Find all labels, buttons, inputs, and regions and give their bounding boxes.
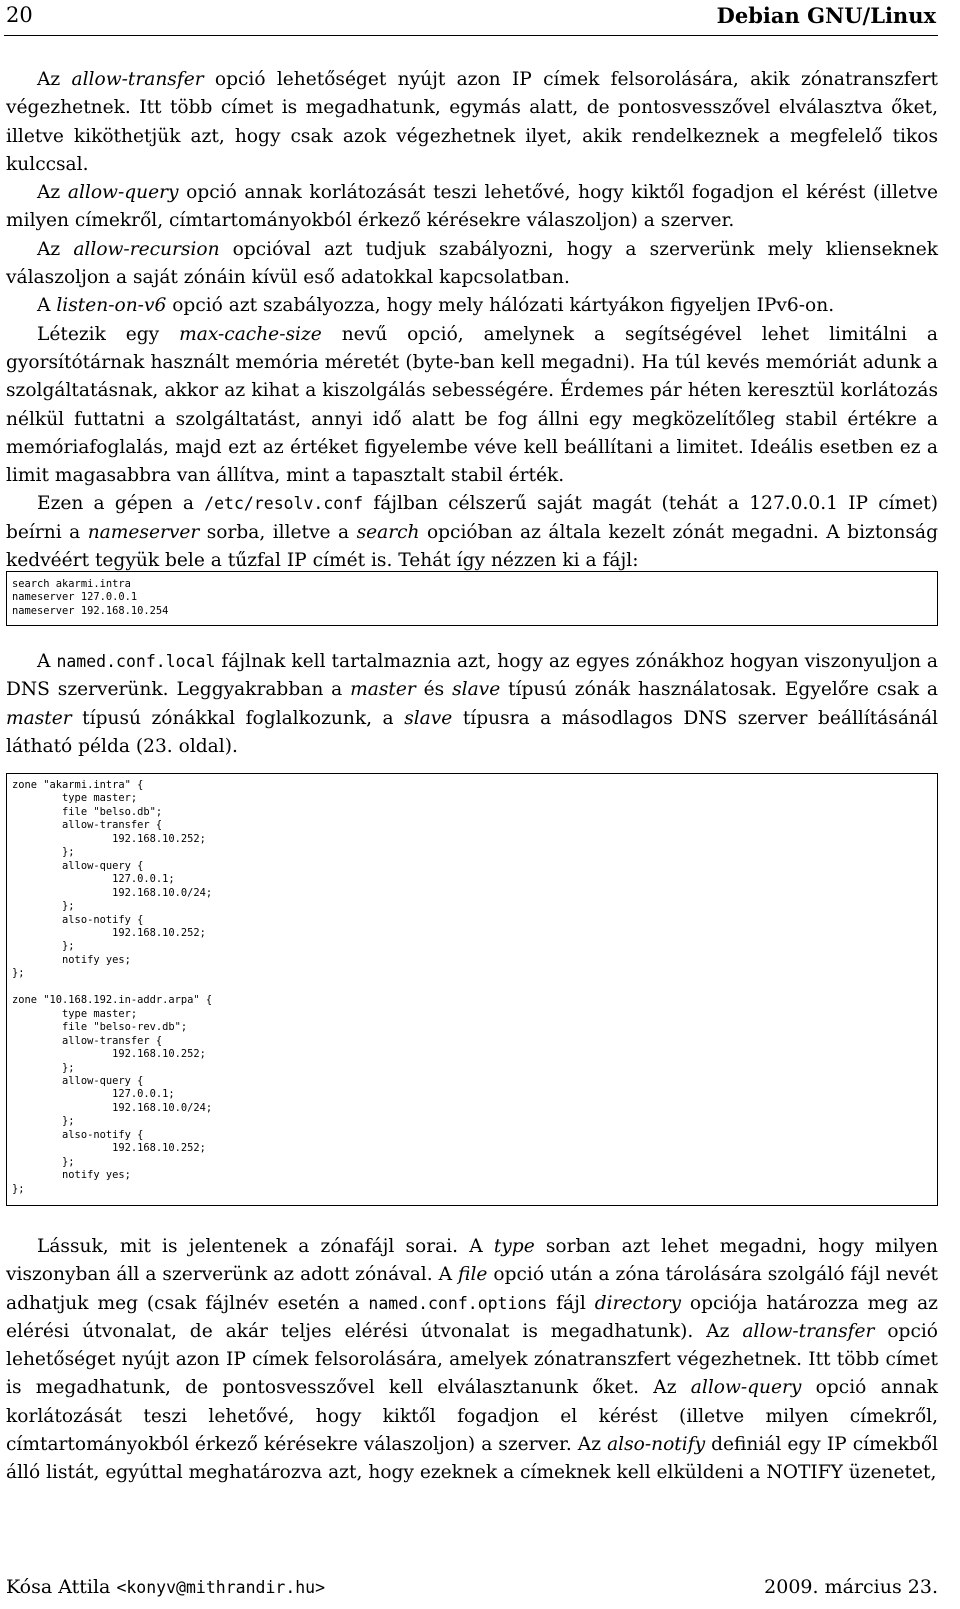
text: definiál egy IP címekből álló listát, egyúttal meghatározva azt, hogy ezeknek a címeknek kell elküldeni a NOTIFY üzenetet, — [6, 1434, 939, 1484]
page-header — [6, 3, 936, 33]
option-name: type — [493, 1236, 535, 1257]
zone-type: master — [350, 679, 416, 701]
text: opció annak korlátozását teszi lehetővé, hogy kiktől fogadjon el kérést (illetve milyen címekről, címtartományokból érkező kérésekre válaszoljon) a szerver. Az — [6, 1377, 938, 1456]
paragraph-max-cache-size — [6, 321, 938, 491]
option-name: allow-transfer — [742, 1320, 875, 1342]
running-title: Debian GNU/Linux — [716, 3, 936, 28]
option-name: allow-transfer — [71, 69, 204, 90]
text: Az — [37, 182, 68, 204]
option-name: allow-query — [67, 182, 179, 204]
text: és — [415, 679, 453, 701]
file-path: named.conf.local — [56, 652, 216, 671]
paragraph-named-conf-local — [6, 648, 938, 761]
footer-date: 2009. március 23. — [764, 1576, 938, 1598]
paragraph-resolv-conf — [6, 490, 938, 575]
header-rule — [4, 35, 938, 36]
text: opció annak korlátozását teszi lehetővé, hogy kiktől fogadjon el kérést (illetve milyen címekről, címtartományokból érkező kérésekre válaszoljon) a szerver. — [6, 182, 939, 232]
text: opció lehetőséget nyújt azon IP címek felsorolására, akik zónatranszfert végezhetnek. Itt több címet is megadhatunk, egymás alatt, de pontosvesszővel elválasztva őket, illetve kiköthetjük azt, hogy csak azok végezhetnek ilyet, akik rendelkeznek a megfelelő tikos kulccsal. — [6, 69, 939, 175]
paragraph-zone-explanation — [6, 1233, 938, 1488]
text-block-middle — [6, 648, 938, 761]
option-name: also-notify — [607, 1434, 706, 1456]
file-path: /etc/resolv.conf — [204, 494, 364, 514]
option-name: listen-on-v6 — [56, 295, 167, 317]
option-name: directory — [594, 1292, 681, 1314]
author-email: <konyv@mithrandir.hu> — [116, 1578, 326, 1597]
zone-type: slave — [452, 679, 501, 701]
page-number: 20 — [6, 3, 33, 27]
text: Az — [37, 238, 74, 260]
option-name: allow-recursion — [73, 238, 220, 260]
text: opciója határozza meg az elérési útvonalat, de akár teljes elérési útvonalat is megadhatunk). Az — [6, 1292, 938, 1342]
text: sorba, illetve a — [199, 521, 357, 543]
text: sorban azt lehet megadni, hogy milyen viszonyban áll a szerverünk az adott zónával. A — [6, 1236, 939, 1286]
zone-type: slave — [404, 707, 453, 729]
author-name: Kósa Attila — [6, 1576, 111, 1598]
paragraph-listen-on-v6 — [6, 292, 938, 320]
footer-author — [6, 1576, 325, 1598]
paragraph-allow-transfer — [6, 66, 938, 179]
option-name: max-cache-size — [179, 323, 322, 345]
text: opció után a zóna tárolására szolgáló fájl nevét adhatjuk meg (csak fájlnév esetén a — [6, 1264, 938, 1314]
text: Az — [37, 69, 72, 90]
text: típusra a másodlagos DNS szerver beállításánál látható példa (23. oldal). — [6, 707, 939, 757]
code-block-resolv-conf: search akarmi.intra nameserver 127.0.0.1 nameserver 192.168.10.254 — [6, 571, 938, 626]
text: opció azt szabályozza, hogy mely hálózati kártyákon figyeljen IPv6-on. — [166, 295, 835, 317]
text: fájlban célszerű saját magát (tehát a 127.0.0.1 IP címet) beírni a — [6, 493, 938, 543]
text: fájl — [547, 1292, 595, 1314]
text-block-bottom — [6, 1233, 938, 1488]
text: A — [37, 651, 57, 672]
file-path: named.conf.options — [368, 1293, 548, 1313]
option-name: file — [458, 1264, 488, 1286]
text: nevű opció, amelynek a segítségével lehet limitálni a gyorsítótárnak használt memória méretét (byte-ban kell megadni). Ha túl kevés memóriát adunk a szolgáltatásnak, akkor az kihat a kiszolgálás sebességére. Érdemes pár héten keresztül korlátozás nélkül futtatni a szolgáltatást, annyi idő alatt be fog állni egy megközelítőleg stabil értékre a memóriafoglalás, majd ezt az értéket figyelembe véve kell beállítani a limitet. Ideális esetben ez a limit magasabbra van állítva, mint a tapasztalt stabil érték. — [6, 323, 938, 487]
text: fájlnak kell tartalmaznia azt, hogy az egyes zónákhoz hogyan viszonyuljon a DNS szerverünk. Leggyakrabban a — [6, 651, 938, 701]
text: opció lehetőséget nyújt azon IP címek felsorolására, amelyek zónatranszfert végezhetnek. Itt több címet is megadhatunk, de pontosvesszővel kell elválasztanunk őket. Az — [6, 1320, 938, 1399]
paragraph-allow-query — [6, 179, 938, 236]
text: típusú zónák használatosak. Egyelőre csak a — [500, 679, 939, 701]
option-name: allow-query — [690, 1377, 802, 1399]
paragraph-allow-recursion — [6, 236, 938, 293]
code-block-zones: zone "akarmi.intra" { type master; file "belso.db"; allow-transfer { 192.168.10.252; }; allow-query { 127.0.0.1; 192.168.10.0/24; }; also-notify { 192.168.10.252; }; notify yes; }; zone "10.168.192.in-addr.arpa" { type master; file "belso-rev.db"; allow-transfer { 192.168.10.252; }; allow-query { 127.0.0.1; 192.168.10.0/24; }; also-notify { 192.168.10.252; }; notify yes; }; — [6, 773, 938, 1206]
text: típusú zónákkal foglalkozunk, a — [71, 707, 405, 729]
text: opcióban az általa kezelt zónát megadni. A biztonság kedvéért tegyük bele a tűzfal IP címét is. Tehát így nézzen ki a fájl: — [6, 521, 938, 572]
option-name: search — [356, 521, 420, 543]
option-name: nameserver — [87, 521, 200, 543]
zone-type: master — [6, 707, 72, 729]
text: A — [37, 295, 57, 317]
text: Létezik egy — [37, 323, 180, 345]
text: opcióval azt tudjuk szabályozni, hogy a szerverünk mely klienseknek válaszoljon a saját zónáin kívül eső adatokkal kapcsolatban. — [6, 238, 938, 289]
text-block-top — [6, 66, 938, 575]
text: Ezen a gépen a — [37, 493, 205, 515]
text: Lássuk, mit is jelentenek a zónafájl sorai. A — [37, 1236, 494, 1257]
page-footer — [6, 1576, 938, 1604]
